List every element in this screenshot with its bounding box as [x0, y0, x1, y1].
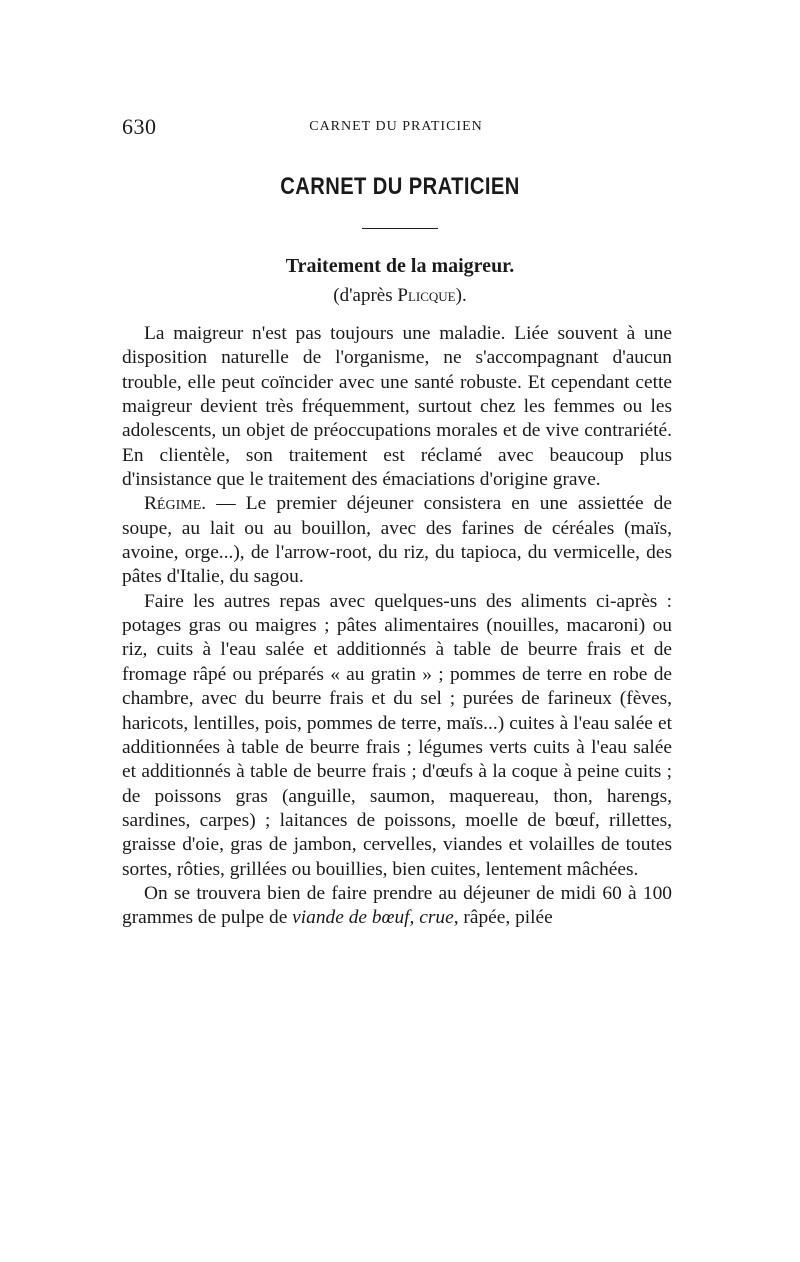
meat-pulp-text-end: , râpée, pilée: [453, 907, 553, 929]
paragraph-regime: [122, 492, 672, 589]
page-number: 630: [122, 114, 157, 139]
regime-label: Régime.: [144, 493, 207, 515]
running-head: [122, 114, 670, 144]
page-title: CARNET DU PRATICIEN: [280, 173, 520, 200]
regime-text: — Le premier déjeuner consistera en une assiettée de soupe, au lait ou au bouillon, avec des farines de céréales (maïs, avoine, orge...), de l'arrow-root, du riz, du tapioca, du vermicelle, des pâtes d'Italie, du sagou.: [122, 493, 672, 588]
source-suffix: ).: [455, 285, 467, 306]
paragraph-meat-pulp: [122, 882, 672, 931]
section-heading: Traitement de la maigreur.: [285, 255, 515, 277]
source-author: Plicque: [397, 285, 456, 306]
paragraph-intro: La maigreur n'est pas toujours une maladie. Liée souvent à une disposition naturelle de l'organisme, ne s'accompagnant d'aucun trouble, elle peut coïncider avec une santé robuste. Et cependant cette maigreur devient très fréquemment, surtout chez les femmes ou les adolescents, un objet de préoccupations morales et de vive contrariété. En clientèle, son traitement est réclamé avec beaucoup plus d'insistance que le traitement des émaciations d'origine grave.: [122, 323, 672, 491]
meat-pulp-text-start: On se trouvera bien de faire prendre au déjeuner de midi 60 à 100 grammes de pulpe de: [122, 882, 672, 929]
meat-pulp-italic: viande de bœuf, crue: [292, 907, 454, 929]
paragraph-meals: Faire les autres repas avec quelques-uns des aliments ci-après : potages gras ou maigres ; pâtes alimentaires (nouilles, macaroni) ou riz, cuits à l'eau salée et additionnés à table de beurre frais et de fromage râpé ou préparés « au gratin » ; pommes de terre en robe de chambre, avec du beurre frais et du sel ; purées de farineux (fèves, haricots, lentilles, pois, pommes de terre, maïs...) cuites à l'eau salée et additionnées à table de beurre frais ; légumes verts cuits à l'eau salée et additionnés à table de beurre frais ; d'œufs à la coque à peine cuits ; de poissons gras (anguille, saumon, maquereau, thon, harengs, sardines, carpes) ; laitances de poissons, moelle de bœuf, rillettes, graisse d'oie, gras de jambon, cervelles, viandes et volailles de toutes sortes, rôties, grillées ou bouillies, bien cuites, lentement mâchées.: [122, 590, 672, 880]
source-prefix: (d'après: [333, 285, 398, 306]
running-title: CARNET DU PRATICIEN: [309, 119, 483, 134]
title-rule: [362, 228, 438, 229]
body-text: [122, 322, 672, 931]
section-source: [0, 285, 800, 307]
